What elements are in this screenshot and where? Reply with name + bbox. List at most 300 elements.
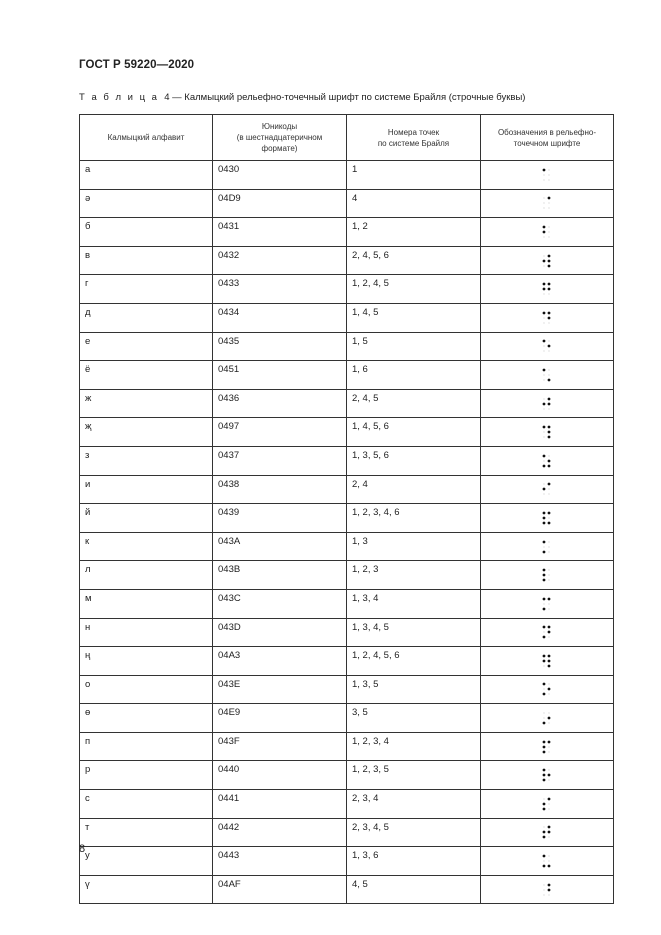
raised-dot bbox=[548, 283, 551, 286]
empty-dot bbox=[549, 294, 550, 295]
empty-dot bbox=[544, 827, 545, 828]
raised-dot bbox=[543, 636, 546, 639]
letter-cell: л bbox=[80, 561, 213, 590]
raised-dot bbox=[548, 522, 551, 525]
dot-numbers-cell: 1, 2, 3, 4, 6 bbox=[347, 504, 481, 533]
dot-numbers-cell: 1, 3, 5, 6 bbox=[347, 446, 481, 475]
braille-symbol-cell bbox=[481, 303, 614, 332]
braille-symbol-cell bbox=[481, 647, 614, 676]
braille-symbol bbox=[541, 739, 553, 755]
empty-dot bbox=[549, 322, 550, 323]
empty-dot bbox=[544, 889, 545, 890]
header-unicode: Юникоды (в шестнадцатеричном формате) bbox=[213, 115, 347, 161]
empty-dot bbox=[549, 837, 550, 838]
braille-symbol-cell bbox=[481, 818, 614, 847]
unicode-cell: 04E9 bbox=[213, 704, 347, 733]
unicode-cell: 04AF bbox=[213, 875, 347, 904]
raised-dot bbox=[543, 865, 546, 868]
raised-dot bbox=[548, 311, 551, 314]
dot-numbers-cell: 1, 6 bbox=[347, 361, 481, 390]
braille-symbol bbox=[541, 653, 553, 669]
braille-symbol bbox=[541, 453, 553, 469]
empty-dot bbox=[549, 723, 550, 724]
empty-dot bbox=[544, 398, 545, 399]
raised-dot bbox=[543, 750, 546, 753]
braille-symbol bbox=[541, 596, 553, 612]
dot-numbers-cell: 1, 3, 6 bbox=[347, 847, 481, 876]
letter-cell: у bbox=[80, 847, 213, 876]
braille-symbol-cell bbox=[481, 389, 614, 418]
braille-symbol-cell bbox=[481, 418, 614, 447]
empty-dot bbox=[544, 460, 545, 461]
braille-symbol bbox=[541, 167, 553, 183]
raised-dot bbox=[548, 888, 551, 891]
empty-dot bbox=[549, 169, 550, 170]
braille-symbol bbox=[541, 624, 553, 640]
letter-cell: й bbox=[80, 504, 213, 533]
letter-cell: с bbox=[80, 790, 213, 819]
empty-dot bbox=[544, 603, 545, 604]
braille-symbol bbox=[541, 338, 553, 354]
letter-cell: в bbox=[80, 246, 213, 275]
empty-dot bbox=[544, 265, 545, 266]
dot-numbers-cell: 2, 4 bbox=[347, 475, 481, 504]
letter-cell: з bbox=[80, 446, 213, 475]
unicode-cell: 0435 bbox=[213, 332, 347, 361]
unicode-cell: 0430 bbox=[213, 161, 347, 190]
braille-symbol bbox=[541, 481, 553, 497]
empty-dot bbox=[544, 689, 545, 690]
empty-dot bbox=[544, 713, 545, 714]
braille-symbol-cell bbox=[481, 790, 614, 819]
braille-symbol bbox=[541, 367, 553, 383]
braille-symbol-cell bbox=[481, 475, 614, 504]
empty-dot bbox=[544, 375, 545, 376]
dot-numbers-cell: 1, 5 bbox=[347, 332, 481, 361]
raised-dot bbox=[543, 683, 546, 686]
empty-dot bbox=[549, 751, 550, 752]
empty-dot bbox=[549, 770, 550, 771]
header-alphabet: Калмыцкий алфавит bbox=[80, 115, 213, 161]
table-row bbox=[80, 532, 614, 561]
table-row bbox=[80, 389, 614, 418]
empty-dot bbox=[549, 227, 550, 228]
braille-symbol bbox=[541, 396, 553, 412]
raised-dot bbox=[543, 512, 546, 515]
braille-symbol-cell bbox=[481, 332, 614, 361]
table-row bbox=[80, 418, 614, 447]
raised-dot bbox=[548, 664, 551, 667]
raised-dot bbox=[543, 802, 546, 805]
dot-numbers-cell: 1, 2, 4, 5 bbox=[347, 275, 481, 304]
empty-dot bbox=[549, 694, 550, 695]
raised-dot bbox=[548, 379, 551, 382]
empty-dot bbox=[544, 198, 545, 199]
dot-numbers-cell: 1, 2, 4, 5, 6 bbox=[347, 647, 481, 676]
raised-dot bbox=[548, 464, 551, 467]
empty-dot bbox=[549, 684, 550, 685]
raised-dot bbox=[543, 517, 546, 520]
empty-dot bbox=[544, 432, 545, 433]
raised-dot bbox=[543, 288, 546, 291]
empty-dot bbox=[549, 517, 550, 518]
empty-dot bbox=[549, 203, 550, 204]
braille-symbol bbox=[541, 710, 553, 726]
empty-dot bbox=[549, 570, 550, 571]
letter-cell: м bbox=[80, 589, 213, 618]
braille-symbol-cell bbox=[481, 732, 614, 761]
empty-dot bbox=[544, 718, 545, 719]
letter-cell: и bbox=[80, 475, 213, 504]
table-row bbox=[80, 790, 614, 819]
raised-dot bbox=[548, 254, 551, 257]
table-row bbox=[80, 675, 614, 704]
unicode-cell: 043B bbox=[213, 561, 347, 590]
raised-dot bbox=[548, 831, 551, 834]
table-row bbox=[80, 275, 614, 304]
raised-dot bbox=[548, 436, 551, 439]
unicode-cell: 0451 bbox=[213, 361, 347, 390]
letter-cell: р bbox=[80, 761, 213, 790]
dot-numbers-cell: 2, 3, 4, 5 bbox=[347, 818, 481, 847]
unicode-cell: 043A bbox=[213, 532, 347, 561]
table-row bbox=[80, 475, 614, 504]
table-row bbox=[80, 589, 614, 618]
letter-cell: ё bbox=[80, 361, 213, 390]
raised-dot bbox=[543, 769, 546, 772]
unicode-cell: 043C bbox=[213, 589, 347, 618]
unicode-cell: 0431 bbox=[213, 218, 347, 247]
unicode-cell: 0437 bbox=[213, 446, 347, 475]
empty-dot bbox=[549, 713, 550, 714]
letter-cell: т bbox=[80, 818, 213, 847]
table-caption bbox=[79, 92, 525, 103]
raised-dot bbox=[543, 540, 546, 543]
raised-dot bbox=[543, 464, 546, 467]
raised-dot bbox=[548, 688, 551, 691]
unicode-cell: 0440 bbox=[213, 761, 347, 790]
dot-numbers-cell: 3, 5 bbox=[347, 704, 481, 733]
table-row bbox=[80, 647, 614, 676]
braille-symbol-cell bbox=[481, 532, 614, 561]
braille-symbol-cell bbox=[481, 446, 614, 475]
raised-dot bbox=[543, 779, 546, 782]
empty-dot bbox=[549, 803, 550, 804]
empty-dot bbox=[544, 237, 545, 238]
table-row bbox=[80, 161, 614, 190]
caption-number: 4 bbox=[164, 92, 170, 103]
table-row bbox=[80, 446, 614, 475]
letter-cell: а bbox=[80, 161, 213, 190]
braille-symbol bbox=[541, 424, 553, 440]
raised-dot bbox=[543, 774, 546, 777]
raised-dot bbox=[548, 597, 551, 600]
table-row bbox=[80, 875, 614, 904]
dot-numbers-cell: 2, 4, 5 bbox=[347, 389, 481, 418]
braille-table bbox=[79, 114, 614, 904]
unicode-cell: 0433 bbox=[213, 275, 347, 304]
braille-symbol-cell bbox=[481, 675, 614, 704]
braille-symbol bbox=[541, 681, 553, 697]
braille-symbol-cell bbox=[481, 761, 614, 790]
letter-cell: о bbox=[80, 675, 213, 704]
empty-dot bbox=[544, 322, 545, 323]
raised-dot bbox=[543, 231, 546, 234]
raised-dot bbox=[548, 264, 551, 267]
braille-symbol bbox=[541, 882, 553, 898]
empty-dot bbox=[544, 380, 545, 381]
letter-cell: ү bbox=[80, 875, 213, 904]
raised-dot bbox=[543, 226, 546, 229]
empty-dot bbox=[544, 632, 545, 633]
braille-symbol bbox=[541, 310, 553, 326]
raised-dot bbox=[543, 569, 546, 572]
braille-symbol bbox=[541, 796, 553, 812]
raised-dot bbox=[543, 402, 546, 405]
header-dot-numbers: Номера точек по системе Брайля bbox=[347, 115, 481, 161]
raised-dot bbox=[543, 722, 546, 725]
braille-symbol-cell bbox=[481, 704, 614, 733]
unicode-cell: 043F bbox=[213, 732, 347, 761]
unicode-cell: 04A3 bbox=[213, 647, 347, 676]
table-row bbox=[80, 504, 614, 533]
braille-symbol bbox=[541, 567, 553, 583]
dot-numbers-cell: 4 bbox=[347, 189, 481, 218]
braille-symbol-cell bbox=[481, 589, 614, 618]
table-row bbox=[80, 189, 614, 218]
dot-numbers-cell: 1, 3, 4 bbox=[347, 589, 481, 618]
raised-dot bbox=[548, 512, 551, 515]
raised-dot bbox=[543, 522, 546, 525]
raised-dot bbox=[543, 654, 546, 657]
empty-dot bbox=[544, 546, 545, 547]
dot-numbers-cell: 1, 2, 3, 5 bbox=[347, 761, 481, 790]
empty-dot bbox=[544, 346, 545, 347]
empty-dot bbox=[549, 208, 550, 209]
empty-dot bbox=[544, 437, 545, 438]
braille-symbol-cell bbox=[481, 847, 614, 876]
braille-symbol-cell bbox=[481, 189, 614, 218]
raised-dot bbox=[543, 807, 546, 810]
empty-dot bbox=[549, 351, 550, 352]
table-row bbox=[80, 303, 614, 332]
empty-dot bbox=[549, 232, 550, 233]
raised-dot bbox=[543, 745, 546, 748]
dot-numbers-cell: 1, 2, 3 bbox=[347, 561, 481, 590]
braille-symbol bbox=[541, 281, 553, 297]
empty-dot bbox=[544, 894, 545, 895]
empty-dot bbox=[544, 174, 545, 175]
braille-symbol bbox=[541, 224, 553, 240]
letter-cell: г bbox=[80, 275, 213, 304]
letter-cell: д bbox=[80, 303, 213, 332]
dot-numbers-cell: 1, 3, 5 bbox=[347, 675, 481, 704]
empty-dot bbox=[549, 856, 550, 857]
empty-dot bbox=[549, 541, 550, 542]
empty-dot bbox=[544, 665, 545, 666]
raised-dot bbox=[543, 259, 546, 262]
raised-dot bbox=[543, 607, 546, 610]
raised-dot bbox=[543, 340, 546, 343]
header-braille-symbol: Обозначения в рельефно- точечном шрифте bbox=[481, 115, 614, 161]
dot-numbers-cell: 1, 2 bbox=[347, 218, 481, 247]
raised-dot bbox=[543, 454, 546, 457]
braille-symbol bbox=[541, 539, 553, 555]
empty-dot bbox=[549, 808, 550, 809]
raised-dot bbox=[548, 659, 551, 662]
raised-dot bbox=[543, 693, 546, 696]
braille-symbol bbox=[541, 510, 553, 526]
unicode-cell: 0438 bbox=[213, 475, 347, 504]
raised-dot bbox=[548, 826, 551, 829]
braille-symbol-cell bbox=[481, 361, 614, 390]
braille-symbol bbox=[541, 824, 553, 840]
raised-dot bbox=[548, 197, 551, 200]
letter-cell: к bbox=[80, 532, 213, 561]
dot-numbers-cell: 1, 4, 5, 6 bbox=[347, 418, 481, 447]
braille-symbol-cell bbox=[481, 246, 614, 275]
empty-dot bbox=[549, 603, 550, 604]
raised-dot bbox=[543, 597, 546, 600]
empty-dot bbox=[549, 455, 550, 456]
dot-numbers-cell: 1, 3 bbox=[347, 532, 481, 561]
raised-dot bbox=[548, 483, 551, 486]
raised-dot bbox=[548, 459, 551, 462]
table-body bbox=[80, 161, 614, 904]
empty-dot bbox=[549, 341, 550, 342]
unicode-cell: 0442 bbox=[213, 818, 347, 847]
braille-symbol-cell bbox=[481, 218, 614, 247]
empty-dot bbox=[544, 861, 545, 862]
table-row bbox=[80, 732, 614, 761]
unicode-cell: 0432 bbox=[213, 246, 347, 275]
dot-numbers-cell: 1, 2, 3, 4 bbox=[347, 732, 481, 761]
table-row bbox=[80, 618, 614, 647]
unicode-cell: 0443 bbox=[213, 847, 347, 876]
letter-cell: п bbox=[80, 732, 213, 761]
unicode-cell: 0434 bbox=[213, 303, 347, 332]
empty-dot bbox=[549, 375, 550, 376]
letter-cell: ө bbox=[80, 704, 213, 733]
raised-dot bbox=[543, 831, 546, 834]
raised-dot bbox=[548, 717, 551, 720]
raised-dot bbox=[543, 836, 546, 839]
empty-dot bbox=[544, 351, 545, 352]
braille-symbol bbox=[541, 767, 553, 783]
raised-dot bbox=[548, 402, 551, 405]
braille-symbol-cell bbox=[481, 561, 614, 590]
braille-symbol-cell bbox=[481, 275, 614, 304]
raised-dot bbox=[543, 659, 546, 662]
empty-dot bbox=[549, 494, 550, 495]
empty-dot bbox=[544, 408, 545, 409]
unicode-cell: 0441 bbox=[213, 790, 347, 819]
raised-dot bbox=[543, 168, 546, 171]
empty-dot bbox=[549, 237, 550, 238]
unicode-cell: 043D bbox=[213, 618, 347, 647]
empty-dot bbox=[544, 179, 545, 180]
empty-dot bbox=[549, 861, 550, 862]
dot-numbers-cell: 2, 3, 4 bbox=[347, 790, 481, 819]
letter-cell: ж bbox=[80, 389, 213, 418]
letter-cell: ң bbox=[80, 647, 213, 676]
unicode-cell: 0439 bbox=[213, 504, 347, 533]
empty-dot bbox=[549, 551, 550, 552]
braille-symbol-cell bbox=[481, 875, 614, 904]
empty-dot bbox=[544, 884, 545, 885]
empty-dot bbox=[549, 408, 550, 409]
raised-dot bbox=[548, 626, 551, 629]
raised-dot bbox=[548, 797, 551, 800]
empty-dot bbox=[544, 484, 545, 485]
empty-dot bbox=[549, 780, 550, 781]
empty-dot bbox=[544, 208, 545, 209]
dot-numbers-cell: 1, 3, 4, 5 bbox=[347, 618, 481, 647]
raised-dot bbox=[543, 550, 546, 553]
empty-dot bbox=[549, 894, 550, 895]
raised-dot bbox=[548, 345, 551, 348]
letter-cell: ә bbox=[80, 189, 213, 218]
raised-dot bbox=[548, 288, 551, 291]
raised-dot bbox=[548, 397, 551, 400]
raised-dot bbox=[548, 740, 551, 743]
table-row bbox=[80, 561, 614, 590]
table-header-row bbox=[80, 115, 614, 161]
raised-dot bbox=[548, 426, 551, 429]
raised-dot bbox=[543, 855, 546, 858]
table-row bbox=[80, 361, 614, 390]
empty-dot bbox=[549, 370, 550, 371]
braille-symbol-cell bbox=[481, 161, 614, 190]
braille-symbol bbox=[541, 853, 553, 869]
table-row bbox=[80, 761, 614, 790]
raised-dot bbox=[548, 316, 551, 319]
raised-dot bbox=[548, 654, 551, 657]
empty-dot bbox=[549, 546, 550, 547]
unicode-cell: 04D9 bbox=[213, 189, 347, 218]
raised-dot bbox=[543, 579, 546, 582]
dot-numbers-cell: 1, 4, 5 bbox=[347, 303, 481, 332]
raised-dot bbox=[543, 311, 546, 314]
empty-dot bbox=[544, 317, 545, 318]
braille-symbol-cell bbox=[481, 504, 614, 533]
braille-symbol-cell bbox=[481, 618, 614, 647]
raised-dot bbox=[548, 865, 551, 868]
empty-dot bbox=[544, 294, 545, 295]
raised-dot bbox=[543, 426, 546, 429]
raised-dot bbox=[543, 626, 546, 629]
table-row bbox=[80, 704, 614, 733]
empty-dot bbox=[544, 798, 545, 799]
table-row bbox=[80, 218, 614, 247]
table-row bbox=[80, 818, 614, 847]
dot-numbers-cell: 2, 4, 5, 6 bbox=[347, 246, 481, 275]
empty-dot bbox=[549, 637, 550, 638]
empty-dot bbox=[544, 494, 545, 495]
braille-symbol bbox=[541, 195, 553, 211]
unicode-cell: 0497 bbox=[213, 418, 347, 447]
raised-dot bbox=[543, 488, 546, 491]
empty-dot bbox=[549, 746, 550, 747]
letter-cell: е bbox=[80, 332, 213, 361]
braille-symbol bbox=[541, 253, 553, 269]
raised-dot bbox=[543, 283, 546, 286]
empty-dot bbox=[549, 580, 550, 581]
caption-text: — Калмыцкий рельефно-точечный шрифт по системе Брайля (строчные буквы) bbox=[172, 92, 526, 103]
raised-dot bbox=[543, 574, 546, 577]
dot-numbers-cell: 1 bbox=[347, 161, 481, 190]
empty-dot bbox=[549, 179, 550, 180]
